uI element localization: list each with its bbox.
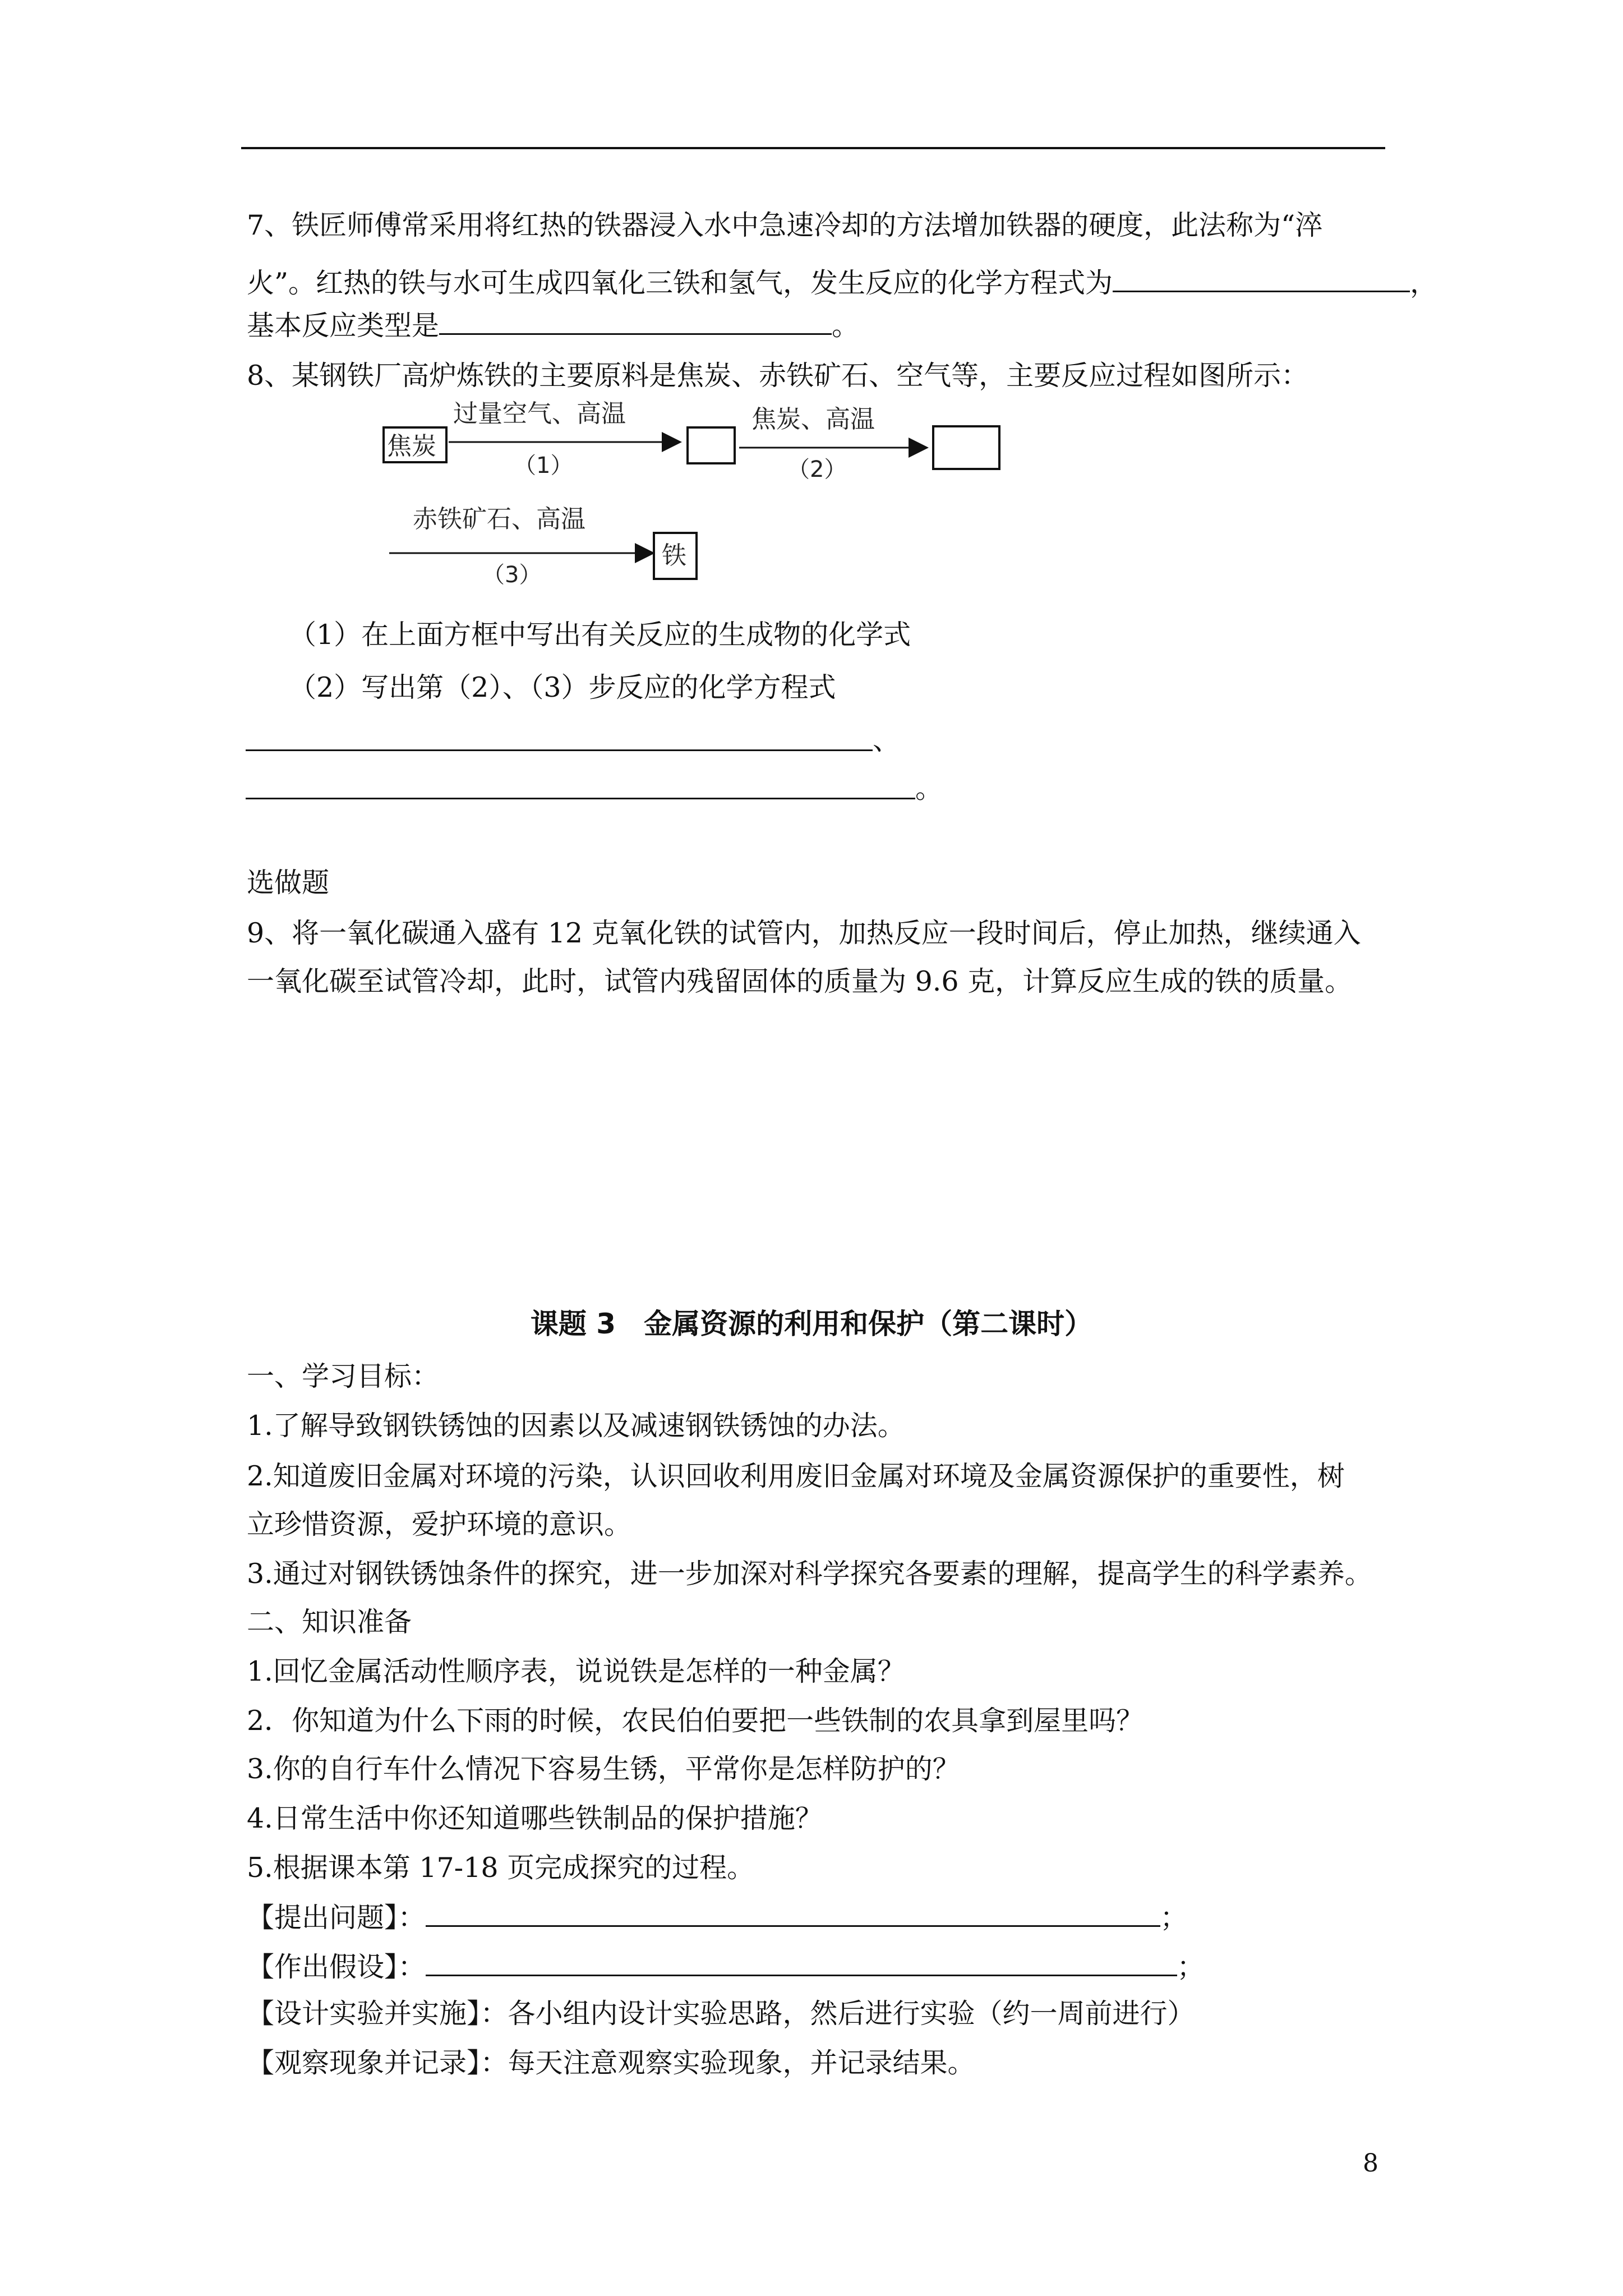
step2-label: （2） — [787, 457, 847, 482]
prep-3: 3.你的自行车什么情况下容易生锈，平常你是怎样防护的？ — [247, 1753, 960, 1785]
q8-intro: 8、某钢铁厂高炉炼铁的主要原料是焦炭、赤铁矿石、空气等，主要反应过程如图所示： — [247, 360, 1309, 392]
prep-4: 4.日常生活中你还知道哪些铁制品的保护措施？ — [247, 1802, 823, 1834]
ask-question-end: ； — [1160, 1902, 1188, 1934]
iron-box-label: 铁 — [662, 541, 686, 570]
q7-line-3-end: 。 — [832, 310, 860, 342]
q7-line-2-text: 火”。红热的铁与水可生成四氧化三铁和氢气，发生反应的化学方程式为 — [247, 267, 1113, 299]
q8-sep-2: 。 — [915, 772, 943, 804]
ask-question-label: 【提出问题】： — [247, 1902, 426, 1934]
q7-line-2-end: ， — [1410, 267, 1438, 299]
hypothesis-row — [247, 1949, 1205, 1984]
hypothesis-label: 【作出假设】： — [247, 1951, 426, 1983]
header-rule — [241, 147, 1385, 149]
step3-label: （3） — [482, 562, 542, 588]
prep-2: 2．你知道为什么下雨的时候，农民伯伯要把一些铁制的农具拿到屋里吗？ — [247, 1705, 1144, 1737]
q9-line-1: 9、将一氧化碳通入盛有 12 克氧化铁的试管内，加热反应一段时间后，停止加热，继续通入 — [247, 917, 1361, 949]
q8-sub-2: （2）写出第（2）、（3）步反应的化学方程式 — [289, 671, 836, 703]
goal-2-line-2: 立珍惜资源，爱护环境的意识。 — [247, 1508, 632, 1540]
prep-5: 5.根据课本第 17-18 页完成探究的过程。 — [247, 1852, 755, 1884]
q8-answer-line-1[interactable] — [246, 749, 873, 751]
observe-label: 【观察现象并记录】： — [247, 2047, 508, 2079]
prep-1: 1.回忆金属活动性顺序表，说说铁是怎样的一种金属？ — [247, 1655, 905, 1687]
coke-box-label: 焦炭 — [387, 432, 436, 461]
q7-line-3 — [247, 307, 859, 343]
goal-3: 3.通过对钢铁锈蚀条件的探究，进一步加深对科学探究各要素的理解，提高学生的科学素养。 — [247, 1558, 1372, 1590]
lesson-heading: 课题 3 金属资源的利用和保护（第二课时） — [530, 1308, 1093, 1340]
q9-line-2: 一氧化碳至试管冷却，此时，试管内残留固体的质量为 9.6 克，计算反应生成的铁的质量。 — [247, 965, 1353, 997]
step2-product-box-wrap — [931, 424, 1015, 480]
goal-2-line-1: 2.知道废旧金属对环境的污染，认识回收利用废旧金属对环境及金属资源保护的重要性，树 — [247, 1460, 1345, 1492]
section-2-title: 二、知识准备 — [247, 1606, 412, 1638]
q7-line-1: 7、铁匠师傅常采用将红热的铁器浸入水中急速冷却的方法增加铁器的硬度，此法称为“淬 — [247, 209, 1323, 241]
design-text: 各小组内设计实验思路，然后进行实验（约一周前进行） — [508, 1998, 1195, 2030]
section-1-title: 一、学习目标： — [247, 1360, 440, 1392]
step3-condition: 赤铁矿石、高温 — [413, 505, 585, 533]
design-row — [247, 1997, 1195, 2031]
step2-condition: 焦炭、高温 — [751, 405, 875, 434]
observe-text: 每天注意观察实验现象，并记录结果。 — [508, 2047, 975, 2079]
q7-line-2 — [247, 265, 1437, 300]
step1-label: （1） — [514, 453, 573, 478]
ironmaking-flow-diagram — [370, 393, 931, 595]
q7-line-3-text: 基本反应类型是 — [247, 310, 440, 342]
step2-product-box[interactable] — [933, 426, 999, 469]
step1-product-box[interactable] — [688, 427, 735, 463]
hypothesis-blank[interactable] — [426, 1949, 1177, 1976]
step1-condition: 过量空气、高温 — [453, 399, 626, 428]
q8-sub-1: （1）在上面方框中写出有关反应的生成物的化学式 — [289, 619, 911, 651]
q7-reaction-type-blank[interactable] — [439, 307, 832, 335]
page-number: 8 — [1363, 2149, 1378, 2178]
observe-row — [247, 2046, 975, 2080]
design-label: 【设计实验并实施】： — [247, 1998, 508, 2030]
q7-equation-blank[interactable] — [1113, 265, 1410, 292]
hypothesis-end: ； — [1177, 1951, 1205, 1983]
q8-sep-1: 、 — [873, 724, 901, 756]
q8-answer-line-2[interactable] — [246, 798, 915, 799]
optional-title: 选做题 — [247, 867, 330, 899]
ask-question-row — [247, 1899, 1188, 1935]
ask-question-blank[interactable] — [426, 1899, 1160, 1927]
goal-1: 1.了解导致钢铁锈蚀的因素以及减速钢铁锈蚀的办法。 — [247, 1410, 905, 1442]
